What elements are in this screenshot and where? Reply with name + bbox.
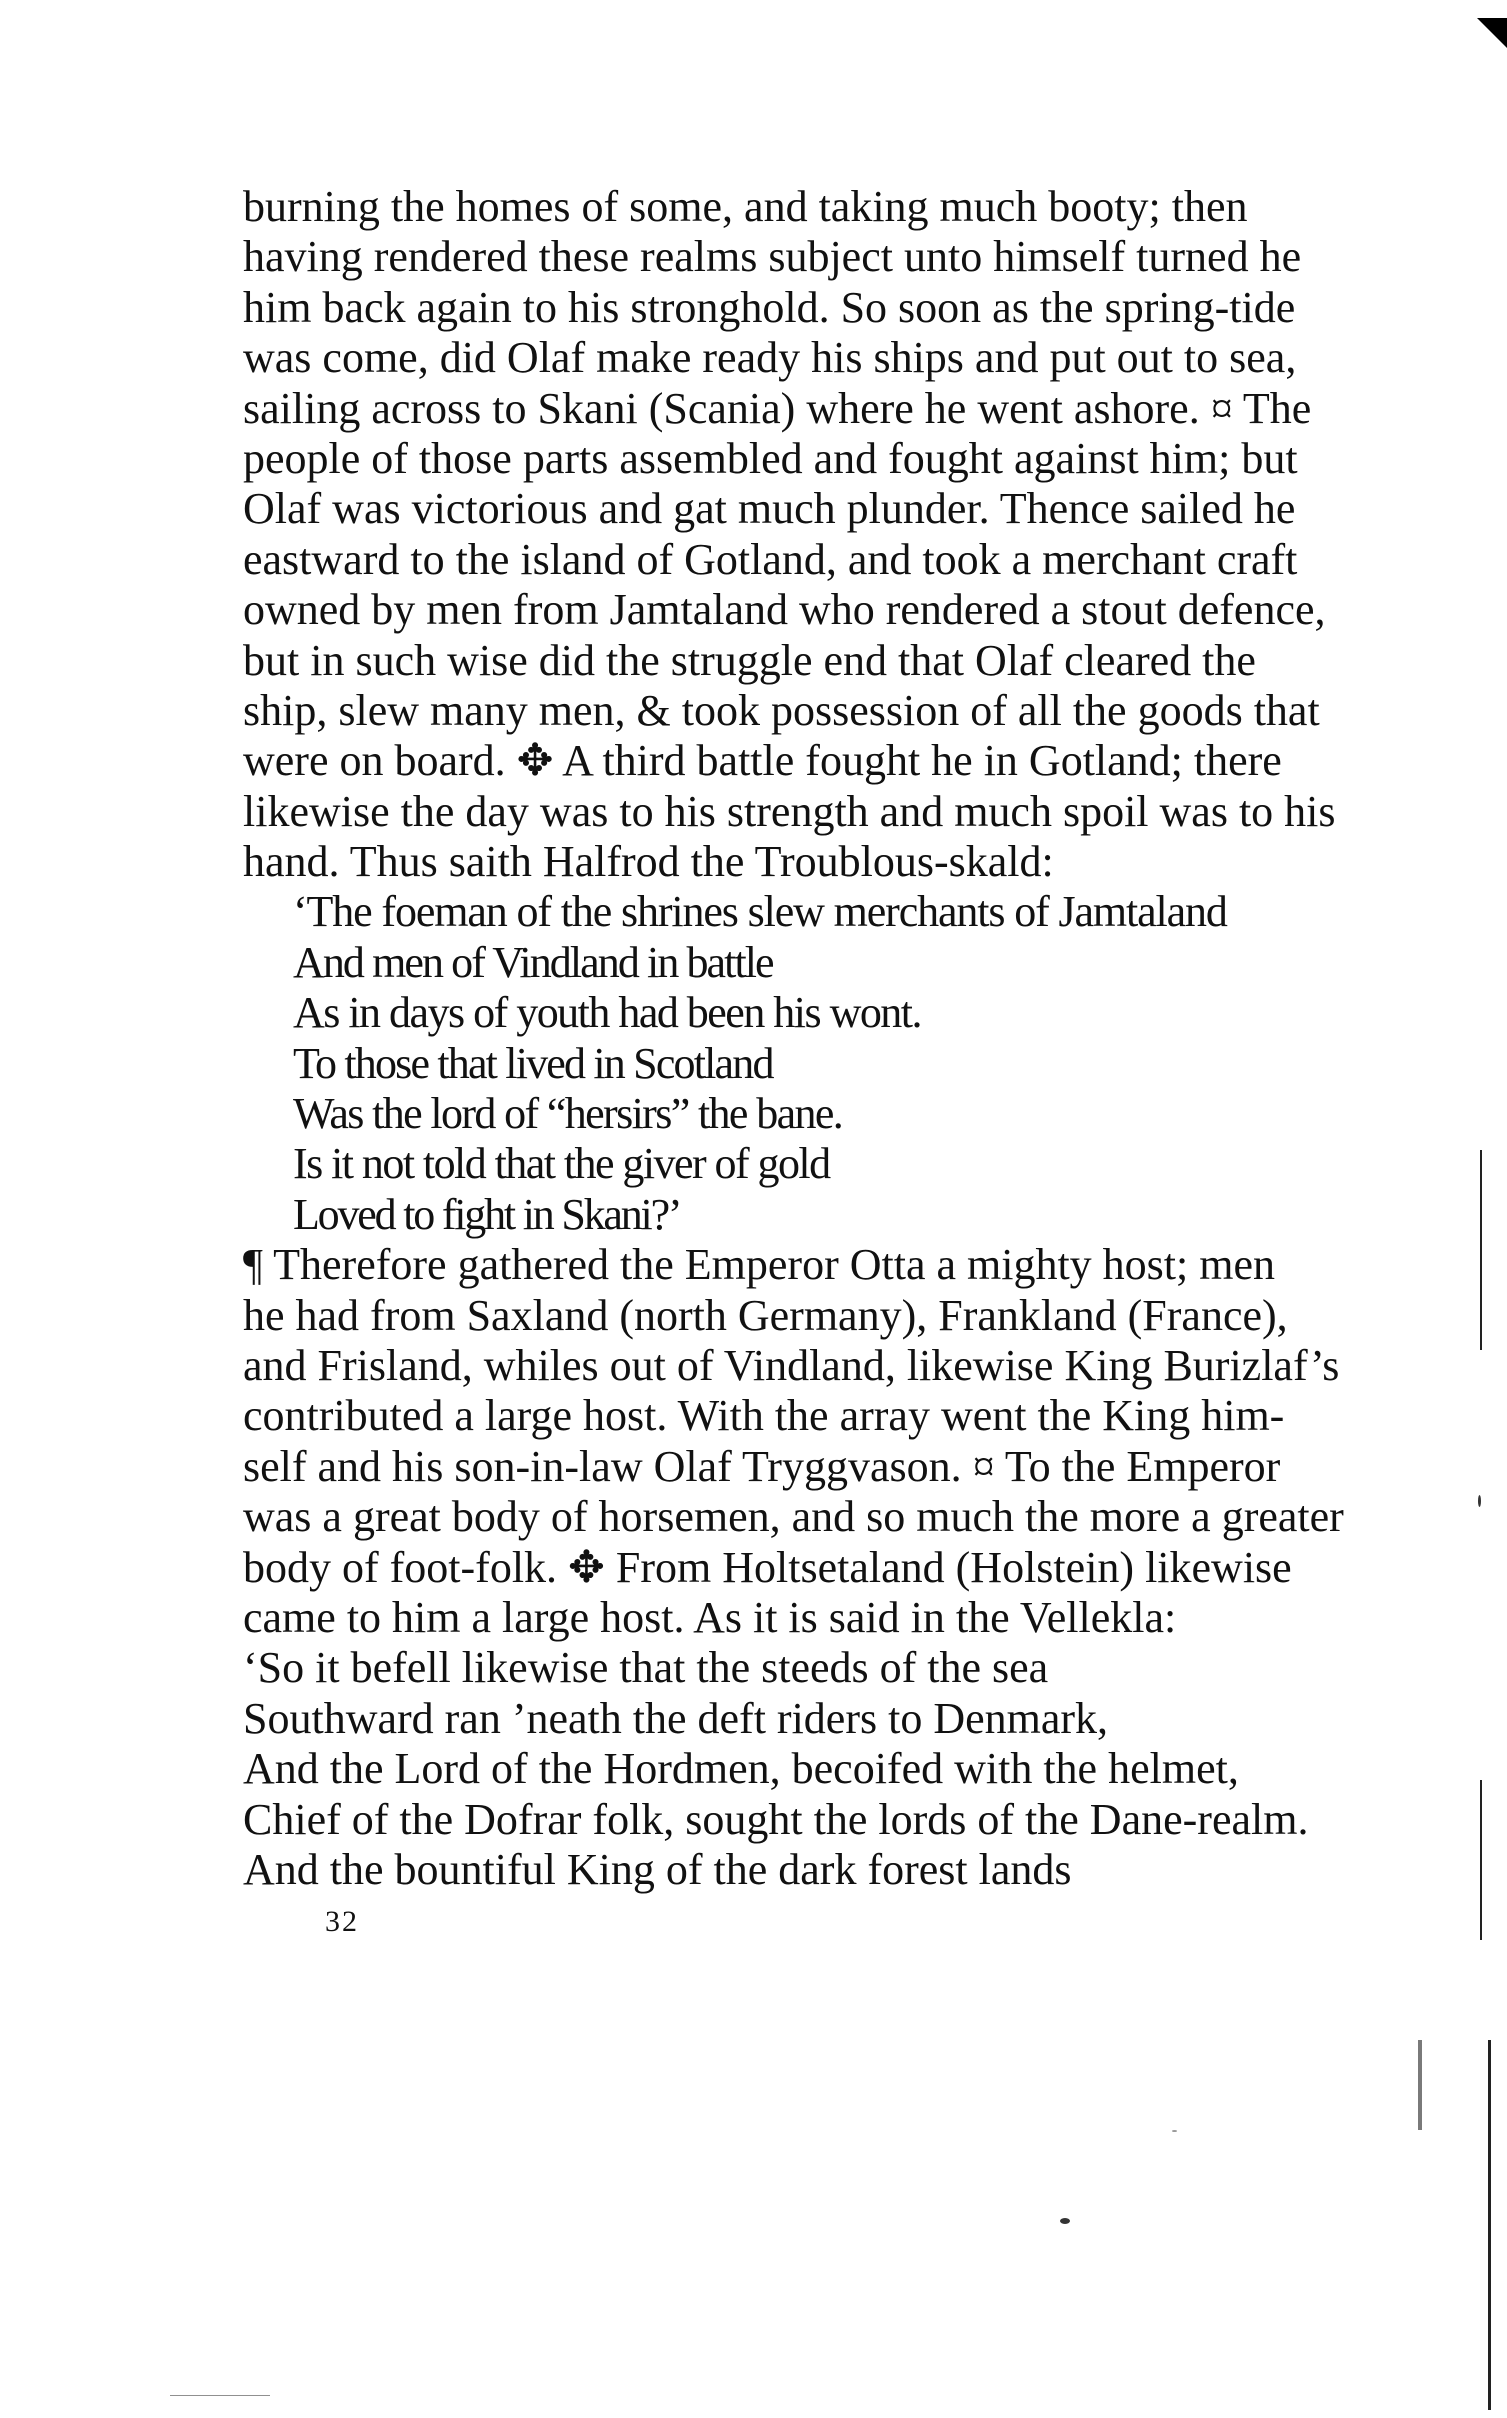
- verse-line: Loved to fight in Skani?’: [293, 1189, 681, 1239]
- text-line: likewise the day was to his strength and much spoil was to his: [243, 786, 1336, 836]
- verse-line: To those that lived in Scotland: [293, 1038, 773, 1088]
- text-line: body of foot-folk. ✥ From Holtsetaland (Holstein) likewise: [243, 1542, 1292, 1592]
- text-line: having rendered these realms subject unto himself turned he: [243, 232, 1302, 282]
- text-line: sailing across to Skani (Scania) where he went ashore. ¤ The: [243, 383, 1312, 433]
- verse-line: And the bountiful King of the dark forest lands: [243, 1844, 1072, 1894]
- text-line: but in such wise did the struggle end that Olaf cleared the: [243, 635, 1256, 685]
- scan-edge-line: [170, 2395, 270, 2396]
- text-line: self and his son-in-law Olaf Tryggvason. ¤ To the Emperor: [243, 1441, 1281, 1491]
- verse-line: Is it not told that the giver of gold: [293, 1139, 830, 1189]
- text-line: people of those parts assembled and fought against him; but: [243, 433, 1298, 483]
- scan-edge-line: [1418, 2040, 1422, 2130]
- text-line: ship, slew many men, & took possession of all the goods that: [243, 685, 1320, 735]
- text-line: contributed a large host. With the array went the King him-: [243, 1391, 1285, 1441]
- scan-speck: [1172, 2130, 1177, 2132]
- verse-line: As in days of youth had been his wont.: [293, 988, 921, 1038]
- text-line: owned by men from Jamtaland who rendered a stout defence,: [243, 585, 1326, 635]
- text-line: hand. Thus saith Halfrod the Troublous-skald:: [243, 837, 1054, 887]
- text-line: and Frisland, whiles out of Vindland, likewise King Burizlaf’s: [243, 1340, 1340, 1390]
- verse-line: Southward ran ’neath the deft riders to Denmark,: [243, 1693, 1109, 1743]
- verse-line: Chief of the Dofrar folk, sought the lords of the Dane-realm.: [243, 1794, 1309, 1844]
- text-line: came to him a large host. As it is said in the Vellekla:: [243, 1592, 1177, 1642]
- text-line: Olaf was victorious and gat much plunder. Thence sailed he: [243, 484, 1296, 534]
- scan-edge-line: [1480, 1780, 1482, 1940]
- text-line: was a great body of horsemen, and so much the more a greater: [243, 1492, 1344, 1542]
- scan-speck: [1478, 1495, 1481, 1507]
- verse-line: Was the lord of “hersirs” the bane.: [293, 1089, 843, 1139]
- scan-edge-line: [1488, 2040, 1491, 2410]
- scan-edge-line: [1480, 1150, 1482, 1350]
- text-line: he had from Saxland (north Germany), Frankland (France),: [243, 1290, 1288, 1340]
- page-number: 32: [325, 1905, 359, 1938]
- scan-speck: [1060, 2218, 1070, 2224]
- verse-line: ‘The foeman of the shrines slew merchants of Jamtaland: [293, 887, 1227, 937]
- text-line: him back again to his stronghold. So soon as the spring-tide: [243, 282, 1296, 332]
- verse-line: And men of Vindland in battle: [293, 937, 773, 987]
- text-line: ¶ Therefore gathered the Emperor Otta a mighty host; men: [243, 1240, 1276, 1290]
- text-block: [243, 182, 1483, 1895]
- text-line: eastward to the island of Gotland, and took a merchant craft: [243, 534, 1298, 584]
- text-line: were on board. ✥ A third battle fought he in Gotland; there: [243, 736, 1282, 786]
- verse-line: And the Lord of the Hordmen, becoifed with the helmet,: [243, 1744, 1239, 1794]
- scan-corner-mark: [1477, 18, 1507, 48]
- verse-line: ‘So it befell likewise that the steeds of the sea: [243, 1643, 1049, 1693]
- text-line: burning the homes of some, and taking much booty; then: [243, 182, 1248, 231]
- text-line: was come, did Olaf make ready his ships and put out to sea,: [243, 333, 1297, 383]
